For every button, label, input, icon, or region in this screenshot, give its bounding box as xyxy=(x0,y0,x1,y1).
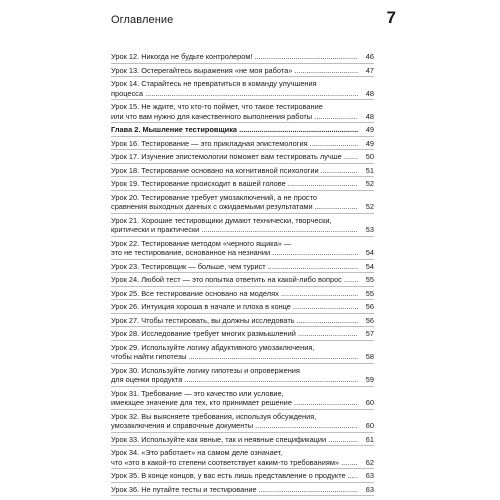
toc-entry-line: Урок 36. Не путайте тесты и тестирование xyxy=(111,484,257,494)
toc-entry xyxy=(111,77,374,100)
toc-entry xyxy=(111,164,374,178)
toc-entry-title xyxy=(111,100,374,122)
toc-entry-title xyxy=(111,287,374,300)
toc-entry-line: что «это в какой-то степени соответствует каким-то требованиям» xyxy=(111,457,340,467)
toc-entry-title xyxy=(111,150,374,163)
toc-entry-page-number: 52 xyxy=(365,202,374,211)
toc-entry xyxy=(111,177,374,191)
toc-entry xyxy=(111,387,374,410)
toc-entry-title xyxy=(111,433,374,446)
toc-entry xyxy=(111,214,374,237)
toc-entry-title xyxy=(111,164,374,177)
toc-entry-title xyxy=(111,469,374,482)
toc-entry-line: Урок 20. Тестирование требует умозаключений, а не просто xyxy=(111,192,318,202)
toc-entry-line: имеющее значение для тех, кто принимает решение xyxy=(111,398,292,407)
toc-entry xyxy=(111,341,374,364)
toc-entry-page-number: 52 xyxy=(365,179,374,188)
toc-entry xyxy=(111,469,374,483)
toc-entry-page-number: 60 xyxy=(365,421,374,430)
toc-entry-line: Урок 27. Чтобы тестировать, вы должны исследовать xyxy=(111,315,295,325)
toc-entry-line: Урок 22. Тестирование методом «черного ящика» — xyxy=(111,238,292,248)
toc-entry-line: Урок 13. Остерегайтесь выражения «не моя работа» xyxy=(111,65,293,75)
toc-entry-title xyxy=(111,341,374,363)
toc-entry-page-number: 58 xyxy=(365,352,374,361)
toc-entry-line: Урок 14. Старайтесь не превратиться в команду улучшения xyxy=(111,79,317,88)
toc-entry-line: Урок 17. Изучение эпистемологии поможет вам тестировать лучше xyxy=(111,152,342,161)
toc-entry-line: Урок 33. Используйте как явные, так и неявные спецификации xyxy=(111,434,327,444)
toc-entry-page-number: 55 xyxy=(365,275,374,284)
toc-entry xyxy=(111,314,374,328)
toc-entry-title xyxy=(111,214,374,236)
toc-entry-page-number: 50 xyxy=(365,152,374,161)
toc-entry-line: Урок 21. Хорошие тестировщики думают технически, творчески, xyxy=(111,215,332,225)
toc-entry-page-number: 53 xyxy=(365,225,374,234)
toc-entry xyxy=(111,327,374,341)
toc-entry-page-number: 63 xyxy=(365,484,374,494)
toc-entry xyxy=(111,150,374,164)
toc-entry-page-number: 59 xyxy=(365,375,374,384)
toc-entry-title xyxy=(111,237,374,259)
toc-entry xyxy=(111,260,374,274)
running-header-title: Оглавление xyxy=(111,14,174,26)
toc-entry-title xyxy=(111,177,374,190)
toc-entry-line: чтобы найти гипотезы xyxy=(111,352,187,361)
toc-entry-line: Урок 30. Используйте логику гипотезы и опровержения xyxy=(111,365,300,375)
toc-entry-line: сравнения выходных данных с ожидаемыми результатами xyxy=(111,202,313,211)
toc-entry-line: критически и практически xyxy=(111,225,200,234)
toc-entry-line: Урок 24. Любой тест — это попытка ответить на какой-либо вопрос xyxy=(111,275,342,284)
toc-entry-line: Урок 35. В конце концов, у вас есть лишь представление о продукте xyxy=(111,471,346,480)
toc-entry-line: это не тестирование, основанное на незнании xyxy=(111,248,271,257)
toc-entry xyxy=(111,300,374,314)
toc-entry-line: Урок 15. Не ждите, что кто-то поймет, что такое тестирование xyxy=(111,102,323,111)
toc-entry-title xyxy=(111,273,374,286)
toc-entry-page-number: 56 xyxy=(365,302,374,311)
toc-entry-page-number: 57 xyxy=(365,329,374,338)
toc-entry-title xyxy=(111,446,374,468)
toc-entry-line: или что вам нужно для качественного выполнения работы xyxy=(111,111,313,121)
toc-chapter-entry xyxy=(111,123,374,137)
toc-entry-title xyxy=(111,327,374,340)
toc-entry xyxy=(111,433,374,447)
toc-entry-title xyxy=(111,123,374,136)
toc-entry xyxy=(111,100,374,123)
toc-entry-title xyxy=(111,314,374,327)
toc-entry xyxy=(111,273,374,287)
toc-entry-page-number: 63 xyxy=(365,471,374,480)
toc-entry-title xyxy=(111,191,374,213)
toc-entry-line: для оценки продукта xyxy=(111,375,183,384)
toc-entry xyxy=(111,237,374,260)
toc-entry-title xyxy=(111,364,374,386)
toc-entry-title xyxy=(111,387,374,409)
toc-entry xyxy=(111,137,374,151)
toc-entry xyxy=(111,50,374,64)
toc-entry-page-number: 54 xyxy=(365,261,374,271)
toc-entry xyxy=(111,191,374,214)
toc-entry xyxy=(111,483,374,497)
toc-entry-title xyxy=(111,260,374,273)
toc-entry-line: умозаключения и справочные документы xyxy=(111,421,254,430)
toc-entry-page-number: 62 xyxy=(365,457,374,467)
toc-entry-line: Урок 23. Тестировщик — больше, чем турист xyxy=(111,261,266,271)
toc-entry-line: Урок 28. Исследование требует многих размышлений xyxy=(111,329,296,338)
toc-entry xyxy=(111,410,374,433)
toc-entry-line: Глава 2. Мышление тестировщика xyxy=(111,125,238,134)
toc-entry-line: Урок 12. Никогда не будьте контролером! xyxy=(111,52,253,61)
table-of-contents xyxy=(111,50,374,496)
toc-entry-page-number: 49 xyxy=(365,125,374,134)
toc-entry-title xyxy=(111,300,374,313)
toc-entry xyxy=(111,287,374,301)
toc-entry-page-number: 56 xyxy=(365,315,374,325)
toc-entry xyxy=(111,364,374,387)
toc-entry-title xyxy=(111,77,374,99)
toc-entry-line: Урок 18. Тестирование основано на когнитивной психологии xyxy=(111,165,319,175)
toc-entry-page-number: 54 xyxy=(365,248,374,257)
toc-entry-line: Урок 34. «Это работает» на самом деле означает, xyxy=(111,448,283,457)
toc-entry-line: Урок 31. Требование — это качество или условие, xyxy=(111,388,284,398)
toc-entry-title xyxy=(111,137,374,150)
toc-entry-line: Урок 29. Используйте логику абдуктивного умозаключения, xyxy=(111,342,315,352)
toc-entry xyxy=(111,64,374,78)
toc-entry-page-number: 46 xyxy=(365,52,374,61)
toc-entry-line: Урок 26. Интуиция хороша в начале и плоха в конце xyxy=(111,302,291,311)
toc-entry-title xyxy=(111,64,374,77)
toc-entry-title xyxy=(111,483,374,496)
toc-entry-line: Урок 25. Все тестирование основано на моделях xyxy=(111,288,279,298)
toc-entry-line: процесса xyxy=(111,88,143,98)
toc-entry-page-number: 47 xyxy=(365,65,374,75)
toc-entry-line: Урок 19. Тестирование происходит в вашей голове xyxy=(111,179,286,188)
toc-entry-page-number: 60 xyxy=(365,398,374,407)
toc-entry-title xyxy=(111,410,374,432)
toc-entry-title xyxy=(111,50,374,63)
toc-entry xyxy=(111,446,374,469)
toc-entry-page-number: 51 xyxy=(365,165,374,175)
toc-entry-line: Урок 16. Тестирование — это прикладная эпистемология xyxy=(111,138,308,148)
toc-entry-page-number: 48 xyxy=(365,111,374,121)
page-header xyxy=(111,8,396,32)
toc-entry-page-number: 49 xyxy=(365,138,374,148)
toc-entry-line: Урок 32. Вы выясняете требования, используя обсуждения, xyxy=(111,411,317,421)
page-number: 7 xyxy=(386,8,396,27)
toc-entry-page-number: 48 xyxy=(365,88,374,98)
toc-entry-page-number: 55 xyxy=(365,288,374,298)
toc-entry-page-number: 61 xyxy=(365,434,374,444)
